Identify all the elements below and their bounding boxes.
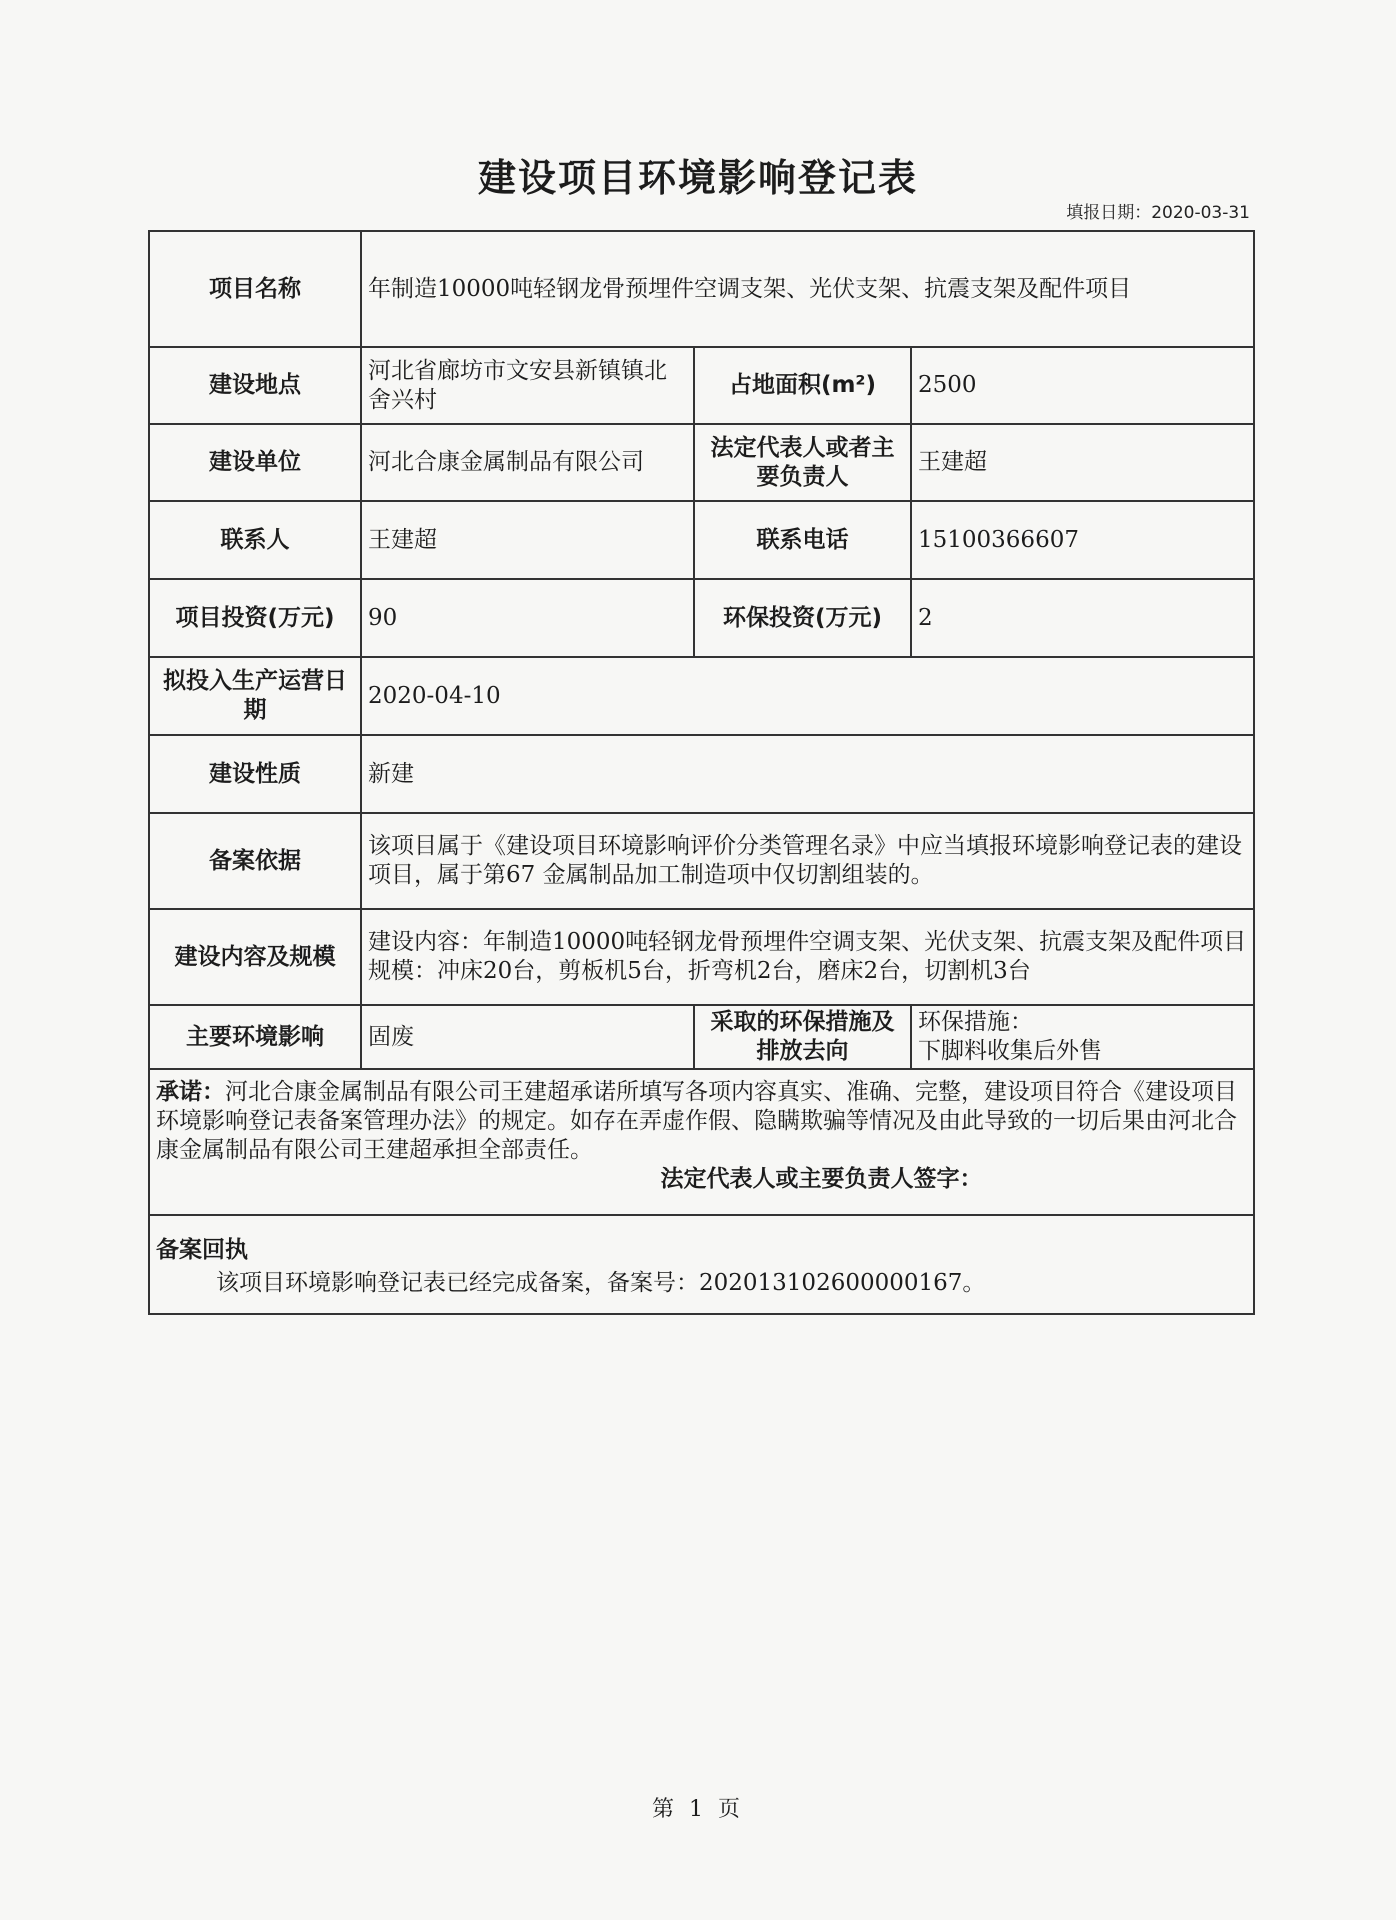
nature-value: 新建 [361,735,1254,813]
measures-cell [911,1005,1254,1069]
legal-rep-value: 王建超 [911,424,1254,501]
env-investment-value: 2 [911,579,1254,657]
table-row [149,1005,1254,1069]
contact-label: 联系人 [149,501,361,579]
contact-value: 王建超 [361,501,694,579]
signature-label: 法定代表人或主要负责人签字： [660,1166,983,1192]
start-date-value: 2020-04-10 [361,657,1254,735]
measures-line-1: 环保措施： [918,1009,1033,1035]
table-row [149,231,1254,347]
table-row [149,813,1254,909]
table-row [149,579,1254,657]
commitment-prefix: 承诺： [156,1079,225,1105]
fill-date: 填报日期：2020-03-31 [1066,203,1250,223]
nature-label: 建设性质 [149,735,361,813]
table-row [149,424,1254,501]
commitment-cell [149,1069,1254,1215]
area-value: 2500 [911,347,1254,424]
table-row [149,501,1254,579]
project-name-label: 项目名称 [149,231,361,347]
legal-rep-label: 法定代表人或者主要负责人 [694,424,911,501]
phone-value: 15100366607 [911,501,1254,579]
unit-value: 河北合康金属制品有限公司 [361,424,694,501]
basis-label: 备案依据 [149,813,361,909]
content-cell [361,909,1254,1005]
table-row [149,735,1254,813]
commitment-text: 河北合康金属制品有限公司王建超承诺所填写各项内容真实、准确、完整，建设项目符合《建设项目环境影响登记表备案管理办法》的规定。如存在弄虚作假、隐瞒欺骗等情况及由此导致的一切后果由河北合康金属制品有限公司王建超承担全部责任。 [156,1079,1237,1163]
receipt-title: 备案回执 [156,1237,248,1263]
page-number: 第 1 页 [652,1797,744,1822]
env-investment-label: 环保投资(万元) [694,579,911,657]
content-line-2: 规模：冲床20台，剪板机5台，折弯机2台，磨床2台，切割机3台 [368,958,1031,984]
project-name-value: 年制造10000吨轻钢龙骨预埋件空调支架、光伏支架、抗震支架及配件项目 [361,231,1254,347]
measures-label: 采取的环保措施及排放去向 [694,1005,911,1069]
content-label: 建设内容及规模 [149,909,361,1005]
receipt-text: 该项目环境影响登记表已经完成备案，备案号：202013102600000167。 [216,1270,986,1296]
page-title: 建设项目环境影响登记表 [477,156,918,200]
location-value: 河北省廊坊市文安县新镇镇北舍兴村 [361,347,694,424]
table-row [149,1215,1254,1314]
phone-label: 联系电话 [694,501,911,579]
investment-label: 项目投资(万元) [149,579,361,657]
receipt-cell [149,1215,1254,1314]
measures-line-2: 下脚料收集后外售 [918,1038,1102,1064]
table-row [149,909,1254,1005]
registration-form-table [148,230,1255,1315]
investment-value: 90 [361,579,694,657]
start-date-label: 拟投入生产运营日期 [149,657,361,735]
location-label: 建设地点 [149,347,361,424]
table-row [149,657,1254,735]
content-line-1: 建设内容：年制造10000吨轻钢龙骨预埋件空调支架、光伏支架、抗震支架及配件项目 [368,929,1247,955]
basis-value: 该项目属于《建设项目环境影响评价分类管理名录》中应当填报环境影响登记表的建设项目，属于第67 金属制品加工制造项中仅切割组装的。 [361,813,1254,909]
impact-label: 主要环境影响 [149,1005,361,1069]
table-row [149,1069,1254,1215]
table-row [149,347,1254,424]
impact-value: 固废 [361,1005,694,1069]
area-label: 占地面积(m²) [694,347,911,424]
unit-label: 建设单位 [149,424,361,501]
